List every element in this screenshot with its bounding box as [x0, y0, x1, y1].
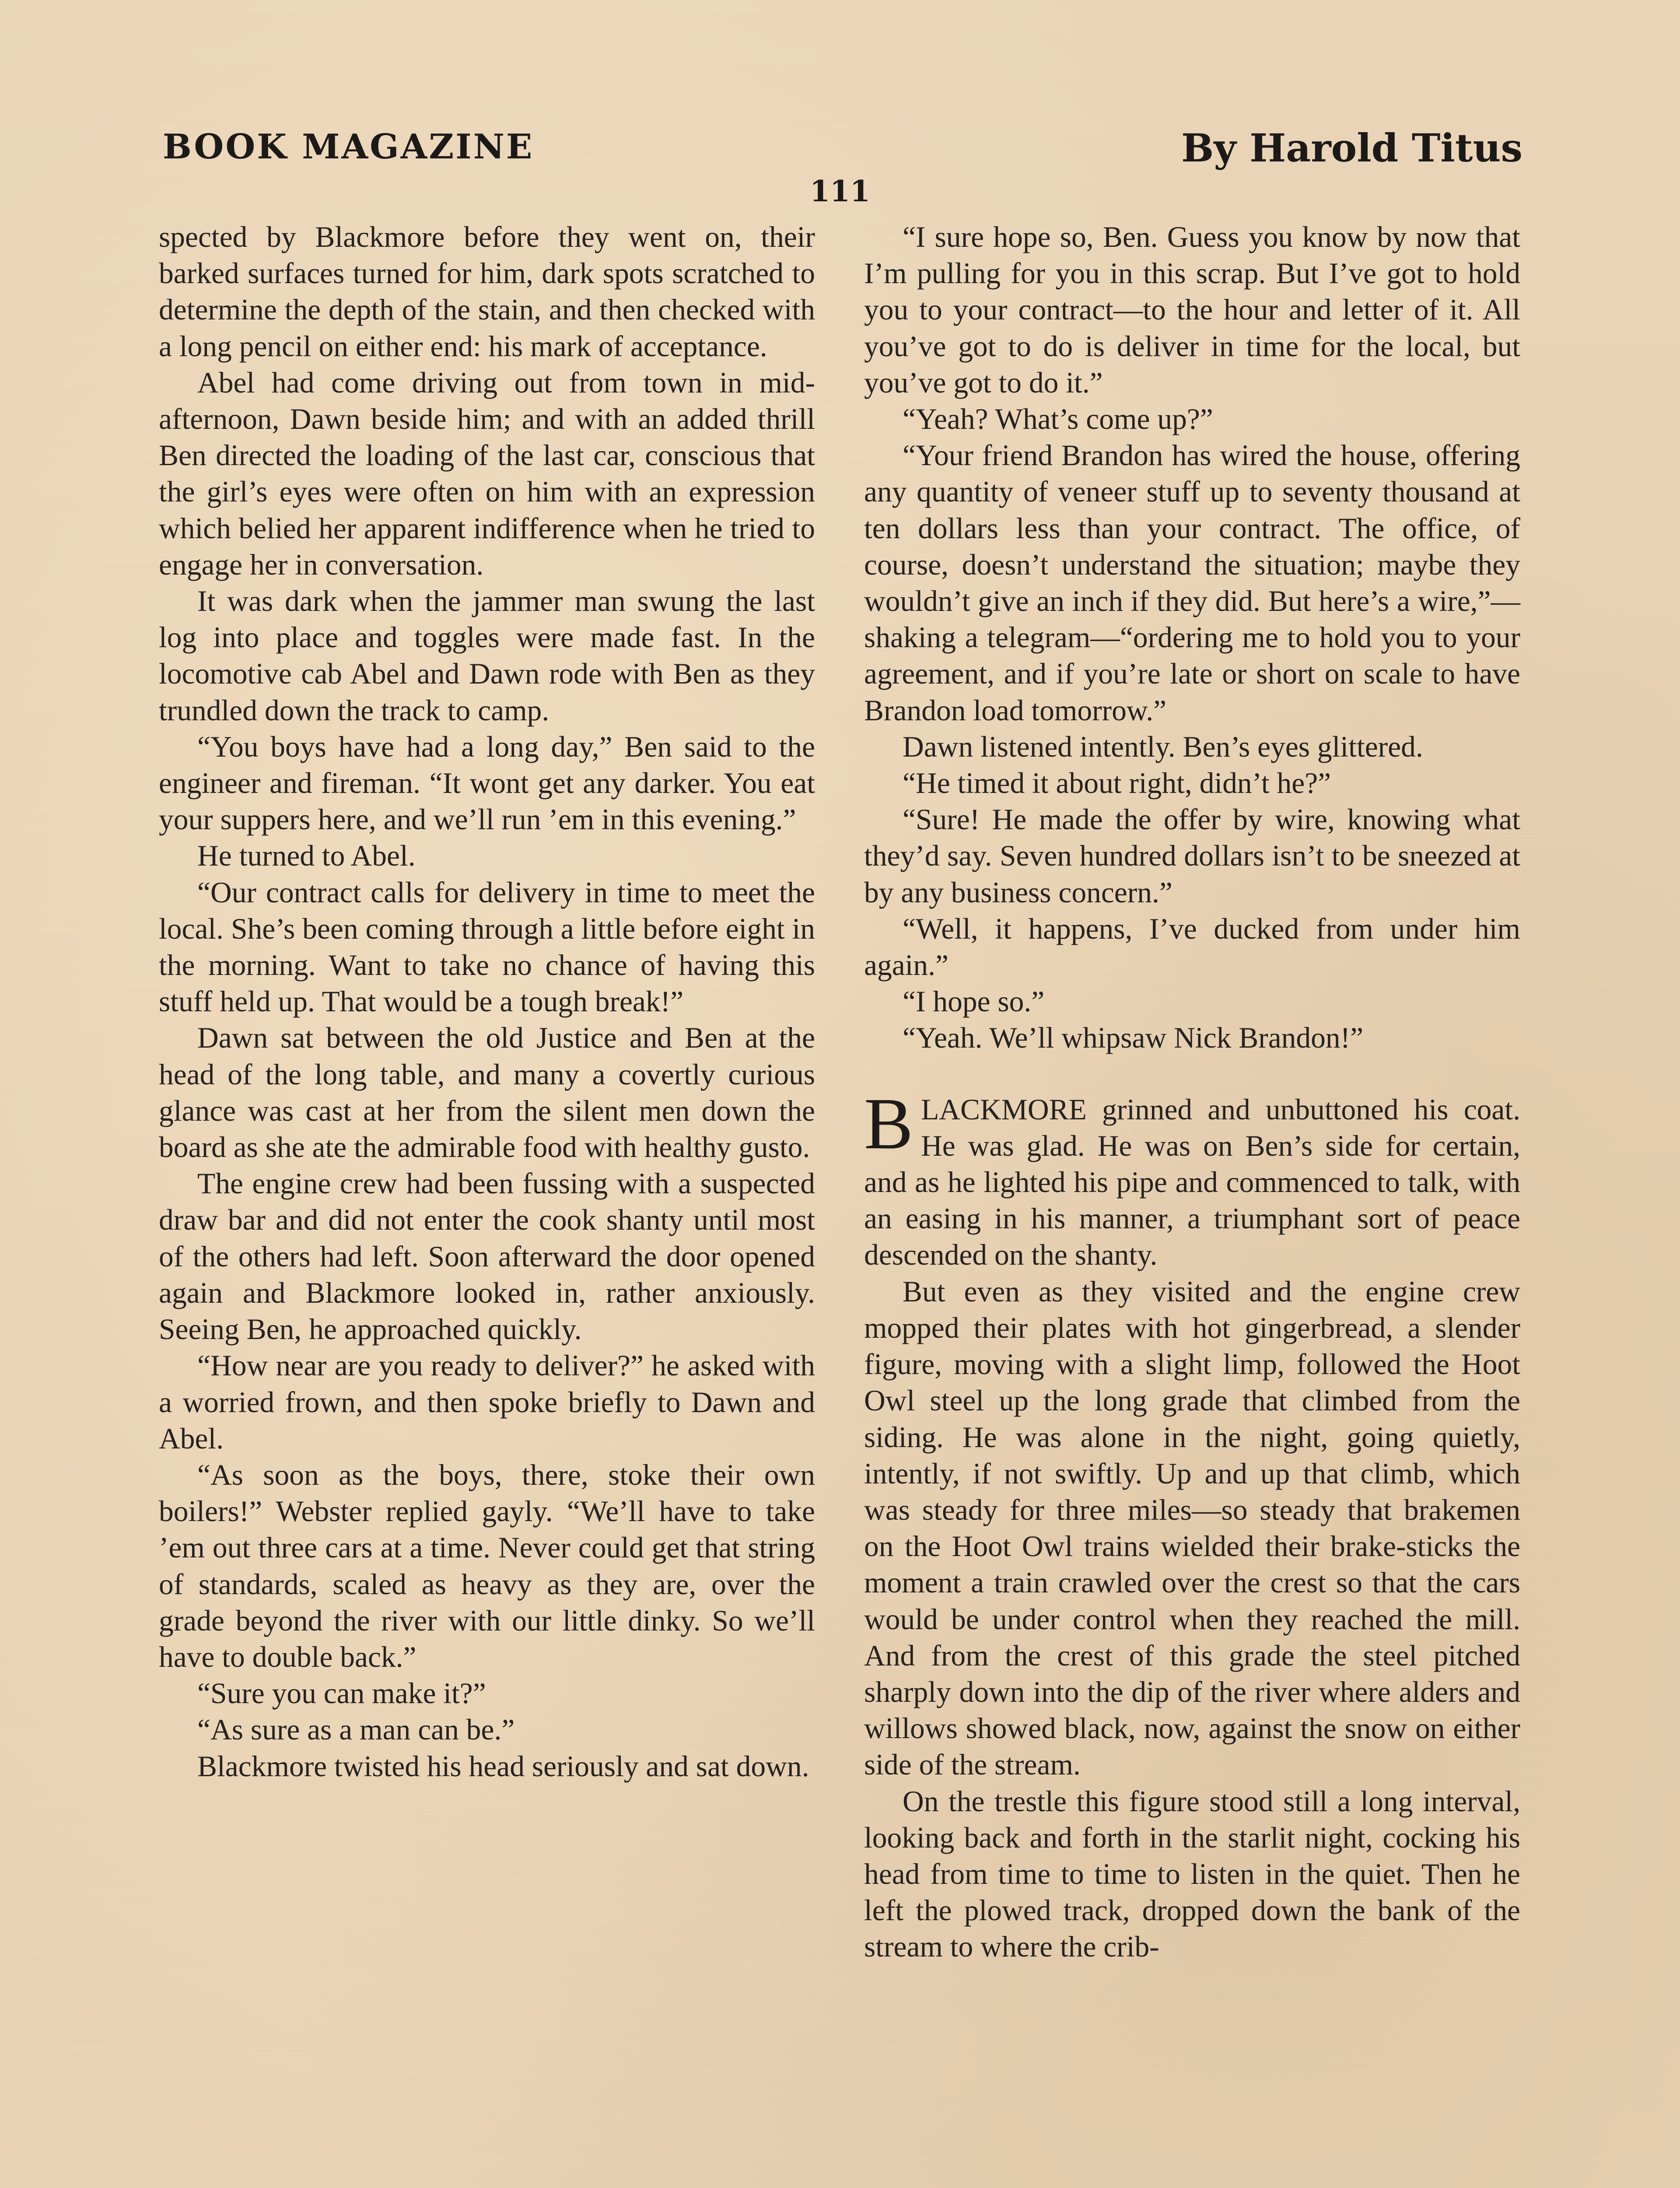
paragraph: Dawn sat between the old Justice and Ben at the head of the long table, and many a covertly curious glance was cast at her from the silent men down the board as she ate the admirable food with healthy gusto. [159, 1021, 815, 1164]
paragraph: He turned to Abel. [197, 839, 416, 873]
paragraph: “I sure hope so, Ben. Guess you know by now that I’m pulling for you in this scrap. But I’ve got to hold you to your contract—to the hour and letter of it. All you’ve got to do is deliver in time for the local, but you’ve got to do it.” [864, 221, 1520, 399]
paragraph: “I hope so.” [903, 985, 1045, 1018]
page-number: 111 [810, 174, 870, 208]
paragraph: “As soon as the boys, there, stoke their own boilers!” Webster replied gayly. “We’ll have to take ’em out three cars at a time. Never could get that string of standards, scaled as heavy as they are, over the grade beyond the river with our little dinky. So we’ll have to double back.” [159, 1458, 815, 1673]
paragraph: On the trestle this figure stood still a long interval, looking back and forth in the starlit night, cocking his head from time to time to listen in the quiet. Then he left the plowed track, dropped down the bank of the stream to where the crib- [864, 1785, 1520, 1964]
paragraph: It was dark when the jammer man swung the last log into place and toggles were made fast. In the locomotive cab Abel and Dawn rode with Ben as they trundled down the track to camp. [159, 585, 815, 727]
paragraph: spected by Blackmore before they went on, their barked surfaces turned for him, dark spots scratched to determine the depth of the stain, and then checked with a long pencil on either end: his mark of acceptance. [159, 221, 815, 363]
paragraph: “Well, it happens, I’ve ducked from under him again.” [864, 912, 1520, 982]
paragraph: “As sure as a man can be.” [197, 1713, 515, 1746]
author-byline: By Harold Titus [1181, 125, 1522, 171]
left-column [159, 219, 815, 1785]
paragraph: Abel had come driving out from town in mid-afternoon, Dawn beside him; and with an added thrill Ben directed the loading of the last car, conscious that the girl’s eyes were often on him with an expression which belied her apparent indifference when he tried to engage her in conversation. [159, 366, 815, 581]
paragraph: Dawn listened intently. Ben’s eyes glittered. [903, 730, 1423, 763]
paragraph: “Sure you can make it?” [197, 1677, 486, 1710]
drop-cap: B [864, 1083, 914, 1164]
paragraph: Blackmore twisted his head seriously and sat down. [197, 1750, 809, 1783]
paragraph: “Your friend Brandon has wired the house, offering any quantity of veneer stuff up to seventy thousand at ten dollars less than your contract. The office, of course, doesn’t understand the situation; maybe they wouldn’t give an inch if they did. But here’s a wire,”—shaking a telegram—“ordering me to hold you to your agreement, and if you’re late or short on scale to have Brandon load tomorrow.” [864, 439, 1520, 727]
magazine-title: BOOK MAGAZINE [163, 127, 534, 167]
paragraph: “How near are you ready to deliver?” he asked with a worried frown, and then spoke briefly to Dawn and Abel. [159, 1349, 815, 1455]
section-opening-paragraph [864, 1083, 1520, 1273]
paragraph: “He timed it about right, didn’t he?” [903, 767, 1331, 800]
right-column [864, 219, 1520, 1965]
paragraph: “You boys have had a long day,” Ben said to the engineer and fireman. “It wont get any darker. You eat your suppers here, and we’ll run ’em in this evening.” [159, 730, 815, 836]
paragraph: The engine crew had been fussing with a suspected draw bar and did not enter the cook shanty until most of the others had left. Soon afterward the door opened again and Blackmore looked in, rather anxiously. Seeing Ben, he approached quickly. [159, 1167, 815, 1346]
paragraph: “Yeah? What’s come up?” [903, 403, 1213, 436]
paragraph: “Yeah. We’ll whipsaw Nick Brandon!” [903, 1021, 1364, 1055]
paragraph: But even as they visited and the engine crew mopped their plates with hot gingerbread, a slender figure, moving with a slight limp, followed the Hoot Owl steel up the long grade that climbed from the siding. He was alone in the night, going quietly, intently, if not swiftly. Up and up that climb, which was steady for three miles—so steady that brakemen on the Hoot Owl trains wielded their brake-sticks the moment a train crawled over the crest so that the cars would be under control when they reached the mill. And from the crest of this grade the steel pitched sharply down into the dip of the river where alders and willows showed black, now, against the snow on either side of the stream. [864, 1275, 1520, 1781]
paragraph: “Sure! He made the offer by wire, knowing what they’d say. Seven hundred dollars isn’t to be sneezed at by any business concern.” [864, 803, 1520, 909]
paragraph: “Our contract calls for delivery in time to meet the local. She’s been coming through a little before eight in the morning. Want to take no chance of having this stuff held up. That would be a tough break!” [159, 876, 815, 1018]
section-opening-text: LACKMORE grinned and unbuttoned his coat. He was glad. He was on Ben’s side for certain, and as he lighted his pipe and commenced to talk, with an easing in his manner, a triumphant sort of peace descended on the shanty. [864, 1093, 1520, 1272]
